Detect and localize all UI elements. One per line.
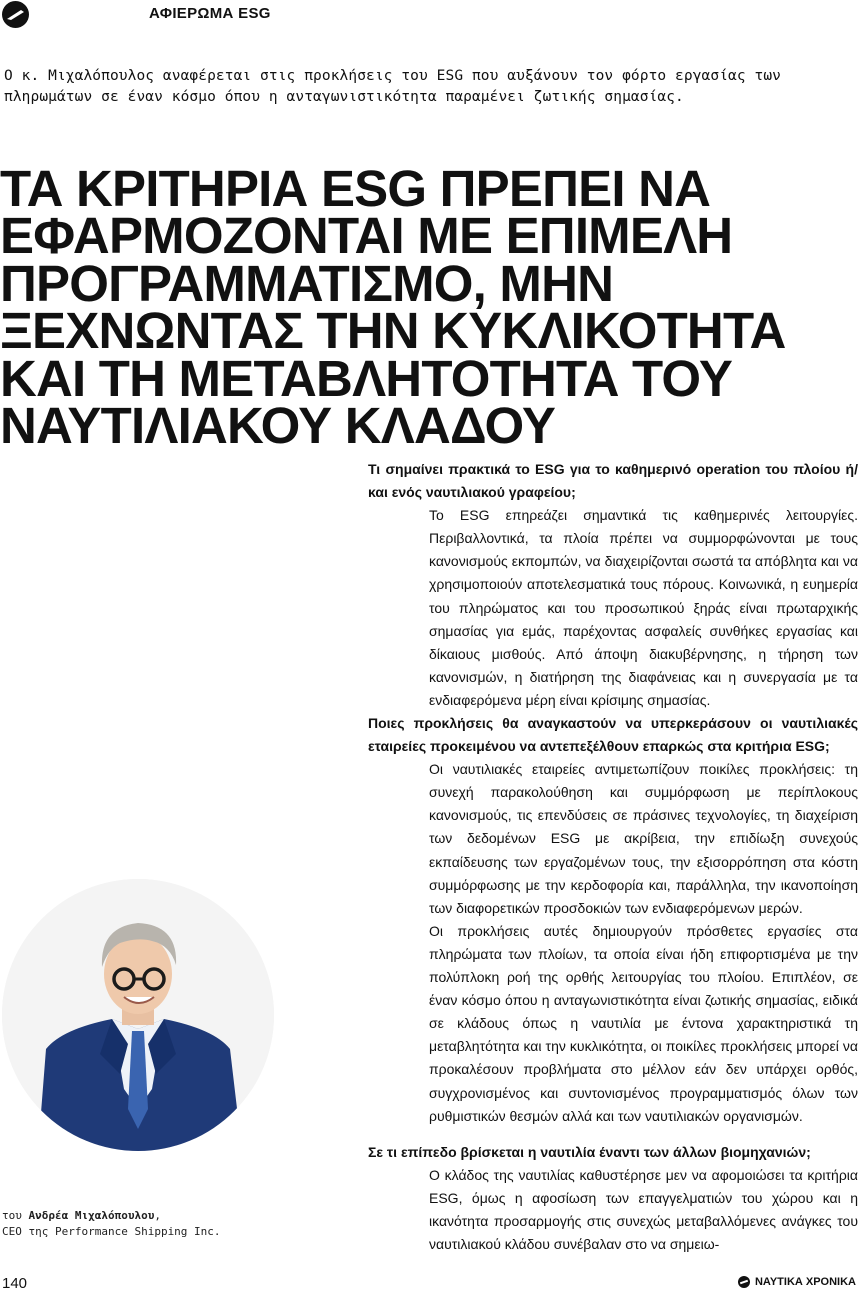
headline-line: ΤΑ ΚΡΙΤΗΡΙΑ ESG ΠΡΕΠΕΙ ΝΑ: [0, 160, 711, 217]
interview-question: Σε τι επίπεδο βρίσκεται η ναυτιλία έναντι των άλλων βιομηχανιών;: [368, 1144, 811, 1160]
caption-suffix: ,: [154, 1209, 161, 1222]
pen-nib-icon: [2, 1, 29, 28]
headline-line: ΞΕΧΝΩΝΤΑΣ ΤΗΝ ΚΥΚΛΙΚΟΤΗΤΑ: [0, 302, 786, 360]
qa-block: [368, 712, 858, 1128]
caption-name: Ανδρέα Μιχαλόπουλου: [28, 1209, 155, 1222]
qa-block: [368, 458, 858, 712]
caption-prefix: του: [2, 1209, 29, 1222]
section-label: ΑΦΙΕΡΩΜΑ ESG: [149, 5, 271, 22]
publication-name: ΝΑΥΤΙΚΑ ΧΡΟΝΙΚΑ: [754, 1276, 856, 1288]
brand-logo-icon: [738, 1276, 750, 1288]
answer-paragraph: Οι προκλήσεις αυτές δημιουργούν πρόσθετες εργασίες στα πληρώματα των πλοίων, τα οποία είναι ήδη επιφορτισμένα με την πολύπλοκη ροή της ορθής λειτουργίας του πλοίου. Επιπλέον, σε έναν κόσμο όπου η ανταγωνιστικότητα είναι ζωτικής σημασίας, ειδικά σε κλάδους όπως η ναυτιλία με έντονα χαρακτηριστικά τη μεταβλητότητα και την κυκλικότητα, οι ποικίλες προκλήσεις μπορεί να προκαλέσουν προβλήματα στο μέλλον εάν δεν υπάρχει ορθός, συγχρονισμένος και συντονισμένος προγραμματισμός όλων των ρυθμιστικών θεσμών αλλά και των ναυτιλιακών οργανισμών.: [429, 922, 858, 1124]
interview-answer: [368, 504, 858, 712]
article-lede: Ο κ. Μιχαλόπουλος αναφέρεται στις προκλήσεις του ESG που αυξάνουν τον φόρτο εργασίας των πληρωμάτων σε έναν κόσμο όπου η ανταγωνιστικότητα παραμένει ζωτικής σημασίας.: [4, 68, 782, 106]
answer-paragraph: Ο κλάδος της ναυτιλίας καθυστέρησε μεν να αφομοιώσει τα κριτήρια ESG, όμως η αφοσίωση των επαγγελματιών του χώρου και η ικανότητα προσαρμογής στις συνεχώς μεταβαλλόμενες ανάγκες του ναυτιλιακού κλάδου συνέβαλαν στο να σημειω-: [429, 1167, 858, 1253]
article-headline: [0, 160, 858, 455]
photo-caption: [2, 1208, 221, 1240]
headline-line: ΠΡΟΓΡΑΜΜΑΤΙΣΜΟ, ΜΗΝ: [0, 254, 614, 312]
portrait-photo: [2, 879, 274, 1151]
answer-paragraph: Το ESG επηρεάζει σημαντικά τις καθημερινές λειτουργίες. Περιβαλλοντικά, τα πλοία πρέπει να συμμορφώνονται με τους κανονισμούς εκπομπών, να διαχειρίζονται σωστά τα απόβλητα και να χρησιμοποιούν αποτελεσματικά τους πόρους. Κοινωνικά, η ευημερία του πληρώματος και του προσωπικού ξηράς είναι πρωταρχικής σημασίας για εμάς, παρέχοντας ασφαλείς συνθήκες εργασίας και δίκαιους μισθούς. Από άποψη διακυβέρνησης, η τήρηση των κανονισμών, η διατήρηση της διαφάνειας και η συνεργασία με τα ενδιαφερόμενα μέρη είναι κρίσιμης σημασίας.: [429, 507, 858, 708]
page-number: 140: [2, 1275, 28, 1291]
interview-answer: [368, 758, 858, 1128]
interview-question: Ποιες προκλήσεις θα αναγκαστούν να υπερκεράσουν οι ναυτιλιακές εταιρείες προκειμένου να αντεπεξέλθουν επαρκώς στα κριτήρια ESG;: [368, 715, 858, 755]
headline-line: ΝΑΥΤΙΛΙΑΚΟΥ ΚΛΑΔΟΥ: [0, 397, 556, 455]
answer-paragraph: Οι ναυτιλιακές εταιρείες αντιμετωπίζουν ποικίλες προκλήσεις: τη συνεχή παρακολούθηση και συμμόρφωση με περίπλοκους κανονισμούς, τις επενδύσεις σε πράσινες τεχνολογίες, τη διαχείριση των δεδομένων ESG με ακρίβεια, την επιδίωξη συνεχούς εκπαίδευσης των εργαζομένων τους, την εξισορρόπηση στα κόστη συμμόρφωσης με την κερδοφορία και, παράλληλα, την ικανοποίηση των διαφορετικών προσδοκιών των ενδιαφερόμενων μερών.: [429, 761, 858, 916]
interview-question: Τι σημαίνει πρακτικά το ESG για το καθημερινό operation του πλοίου ή/και ενός ναυτιλιακού γραφείου;: [368, 461, 858, 501]
headline-line: ΕΦΑΡΜΟΖΟΝΤΑΙ ΜΕ ΕΠΙΜΕΛΗ: [0, 207, 733, 265]
qa-block: [368, 1141, 858, 1256]
headline-line: ΚΑΙ ΤΗ ΜΕΤΑΒΛΗΤΟΤΗΤΑ ΤΟΥ: [0, 349, 733, 407]
caption-role: CEO της Performance Shipping Inc.: [2, 1224, 221, 1238]
footer-brand: [738, 1276, 856, 1288]
interview-answer: [368, 1164, 858, 1256]
